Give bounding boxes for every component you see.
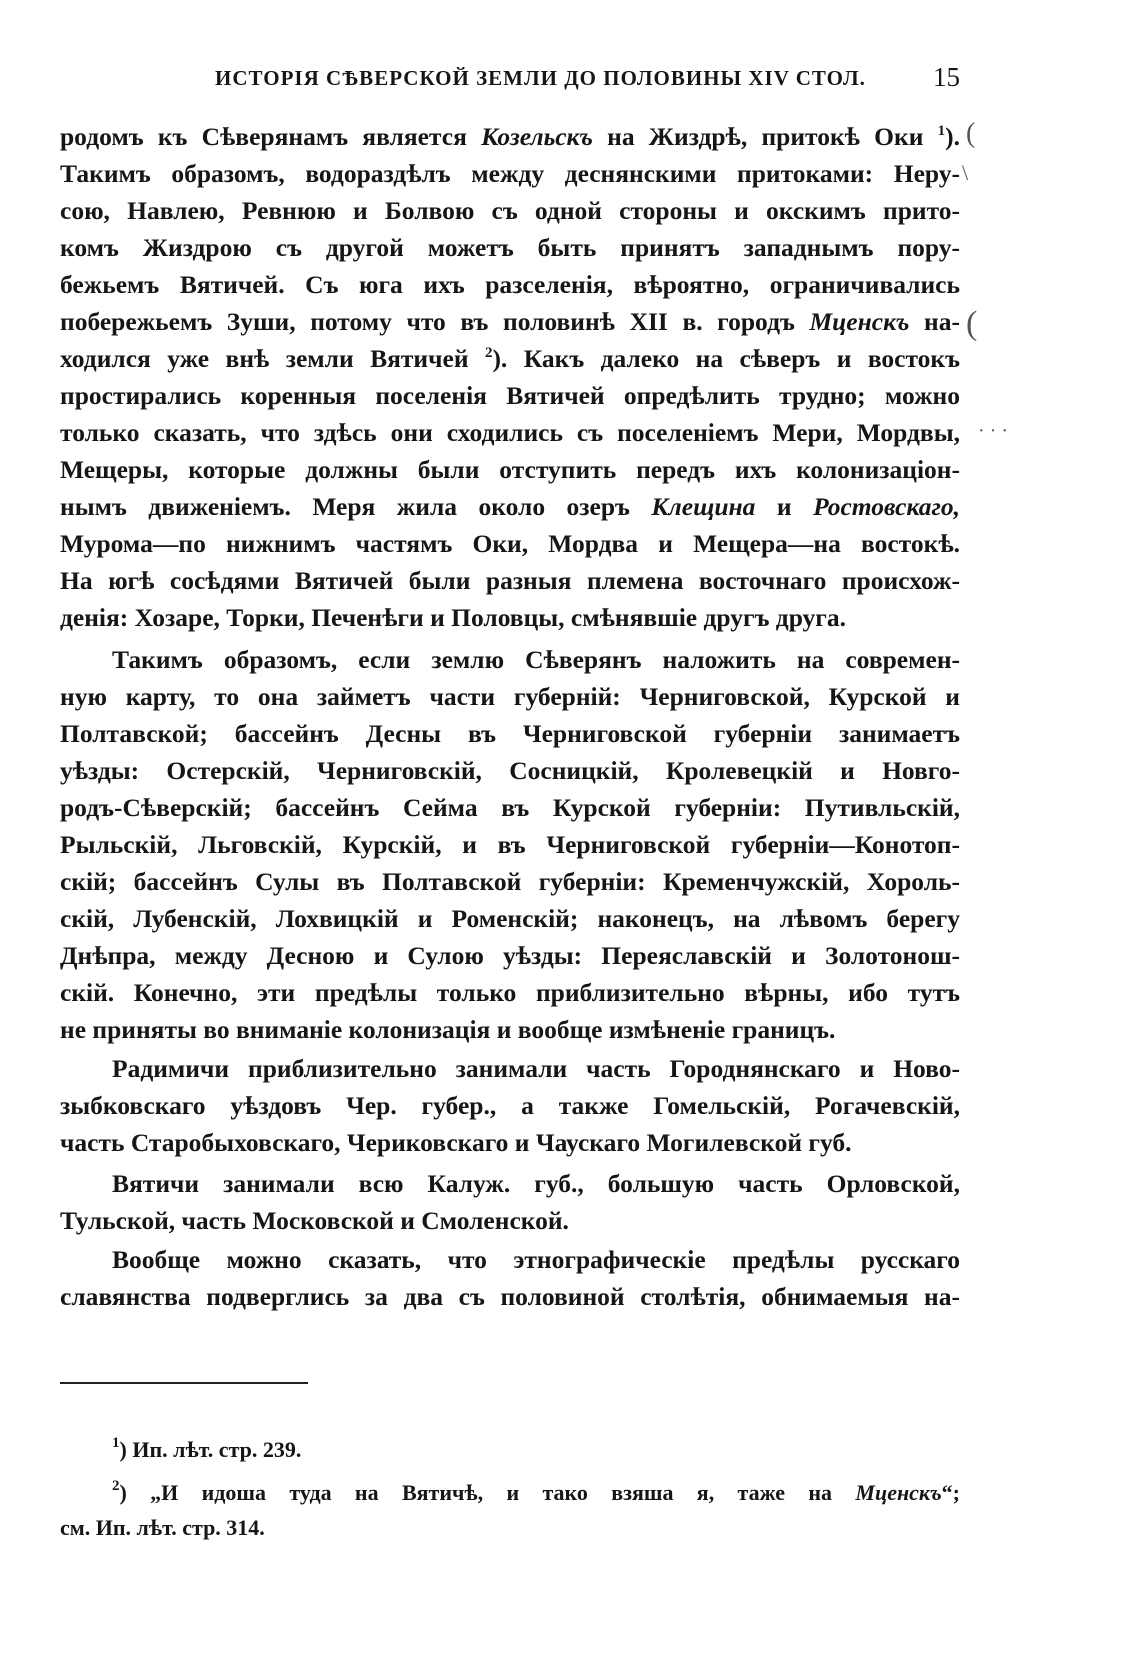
text-line: бежьемъ Вятичей. Съ юга ихъ разселенія, вѣроятно, ограничивались bbox=[60, 270, 960, 299]
text-line: славянства подверглись за два съ половиной столѣтія, обнимаемыя на- bbox=[60, 1282, 960, 1311]
text-line: Мурома—по нижнимъ частямъ Оки, Мордва и Мещера—на востокѣ. bbox=[60, 529, 960, 558]
text-line: скій, Лубенскій, Лохвицкій и Роменскій; наконецъ, на лѣвомъ берегу bbox=[60, 904, 960, 933]
text-line: ходился уже внѣ земли Вятичей $^2$). Какъ далеко на сѣверъ и востокъ bbox=[60, 344, 960, 373]
page-header bbox=[60, 62, 960, 96]
margin-pencil-mark: ( bbox=[966, 118, 976, 149]
text-line: Радимичи приблизительно занимали часть Городнянскаго и Ново- bbox=[112, 1054, 960, 1083]
footnote-1: $^1$) Ип. лѣт. стр. 239. bbox=[112, 1435, 302, 1462]
text-line: комъ Жиздрою съ другой можетъ быть принятъ западнымъ пору- bbox=[60, 233, 960, 262]
text-line: Вятичи занимали всю Калуж. губ., большую часть Орловской, bbox=[112, 1169, 960, 1198]
text-line: нымъ движеніемъ. Меря жила около озеръ Клещина и Ростовскаго, bbox=[60, 492, 960, 521]
text-line: денія: Хозаре, Торки, Печенѣги и Половцы, смѣнявшіе другъ друга. bbox=[60, 603, 847, 632]
text-line: скій. Конечно, эти предѣлы только приблизительно вѣрны, ибо тутъ bbox=[60, 978, 960, 1007]
page-number: 15 bbox=[933, 62, 960, 92]
text-line: Вообще можно сказать, что этнографическіе предѣлы русскаго bbox=[112, 1245, 960, 1274]
text-line: Днѣпра, между Десною и Сулою уѣзды: Переяславскій и Золотонош- bbox=[60, 941, 960, 970]
text-line: Мещеры, которые должны были отступить передъ ихъ колонизаціон- bbox=[60, 455, 960, 484]
margin-pencil-mark: ( bbox=[966, 305, 978, 342]
text-line: ную карту, то она займетъ части губерній: Черниговской, Курской и bbox=[60, 682, 960, 711]
margin-pencil-mark: · · · bbox=[978, 420, 1008, 442]
footnote-2: $^2$) „И идоша туда на Вятичѣ, и тако взяша я, таже на Мценскъ“; bbox=[112, 1478, 960, 1505]
running-title: ИСТОРІЯ СѢВЕРСКОЙ ЗЕМЛИ ДО ПОЛОВИНЫ XIV СТОЛ. bbox=[215, 66, 866, 90]
text-line: только сказать, что здѣсь они сходились съ поселеніемъ Мери, Мордвы, bbox=[60, 418, 960, 447]
text-line: родъ-Сѣверскій; бассейнъ Сейма въ Курской губерніи: Путивльскій, bbox=[60, 793, 960, 822]
text-line: побережьемъ Зуши, потому что въ половинѣ XII в. городъ Мценскъ на- bbox=[60, 307, 960, 336]
text-line: сою, Навлею, Ревнюю и Болвою съ одной стороны и окскимъ прито- bbox=[60, 196, 960, 225]
margin-pencil-mark: \ bbox=[962, 160, 969, 185]
text-line: Рыльскій, Льговскій, Курскій, и въ Черниговской губерніи—Конотоп- bbox=[60, 830, 960, 859]
text-line: часть Старобыховскаго, Чериковскаго и Чаускаго Могилевской губ. bbox=[60, 1128, 852, 1157]
text-line: скій; бассейнъ Сулы въ Полтавской губерніи: Кременчужскій, Хороль- bbox=[60, 867, 960, 896]
text-line: Полтавской; бассейнъ Десны въ Черниговской губерніи занимаетъ bbox=[60, 719, 960, 748]
text-line: не приняты во вниманіе колонизація и вообще измѣненіе границъ. bbox=[60, 1015, 836, 1044]
footnote-2-continuation: см. Ип. лѣт. стр. 314. bbox=[60, 1515, 265, 1540]
text-line: зыбковскаго уѣздовъ Чер. губер., а также Гомельскій, Рогачевскій, bbox=[60, 1091, 960, 1120]
text-line: Такимъ образомъ, водораздѣлъ между деснянскими притоками: Неру- bbox=[60, 159, 960, 188]
text-line: уѣзды: Остерскій, Черниговскій, Сосницкій, Кролевецкій и Новго- bbox=[60, 756, 960, 785]
text-line: простирались коренныя поселенія Вятичей опредѣлить трудно; можно bbox=[60, 381, 960, 410]
footnote-separator bbox=[60, 1382, 308, 1384]
text-line: родомъ къ Сѣверянамъ является Козельскъ на Жиздрѣ, притокѣ Оки $^1$). bbox=[60, 122, 960, 151]
text-line: На югѣ сосѣдями Вятичей были разныя племена восточнаго происхож- bbox=[60, 566, 960, 595]
text-line: Тульской, часть Московской и Смоленской. bbox=[60, 1206, 569, 1235]
text-line: Такимъ образомъ, если землю Сѣверянъ наложить на современ- bbox=[112, 645, 960, 674]
